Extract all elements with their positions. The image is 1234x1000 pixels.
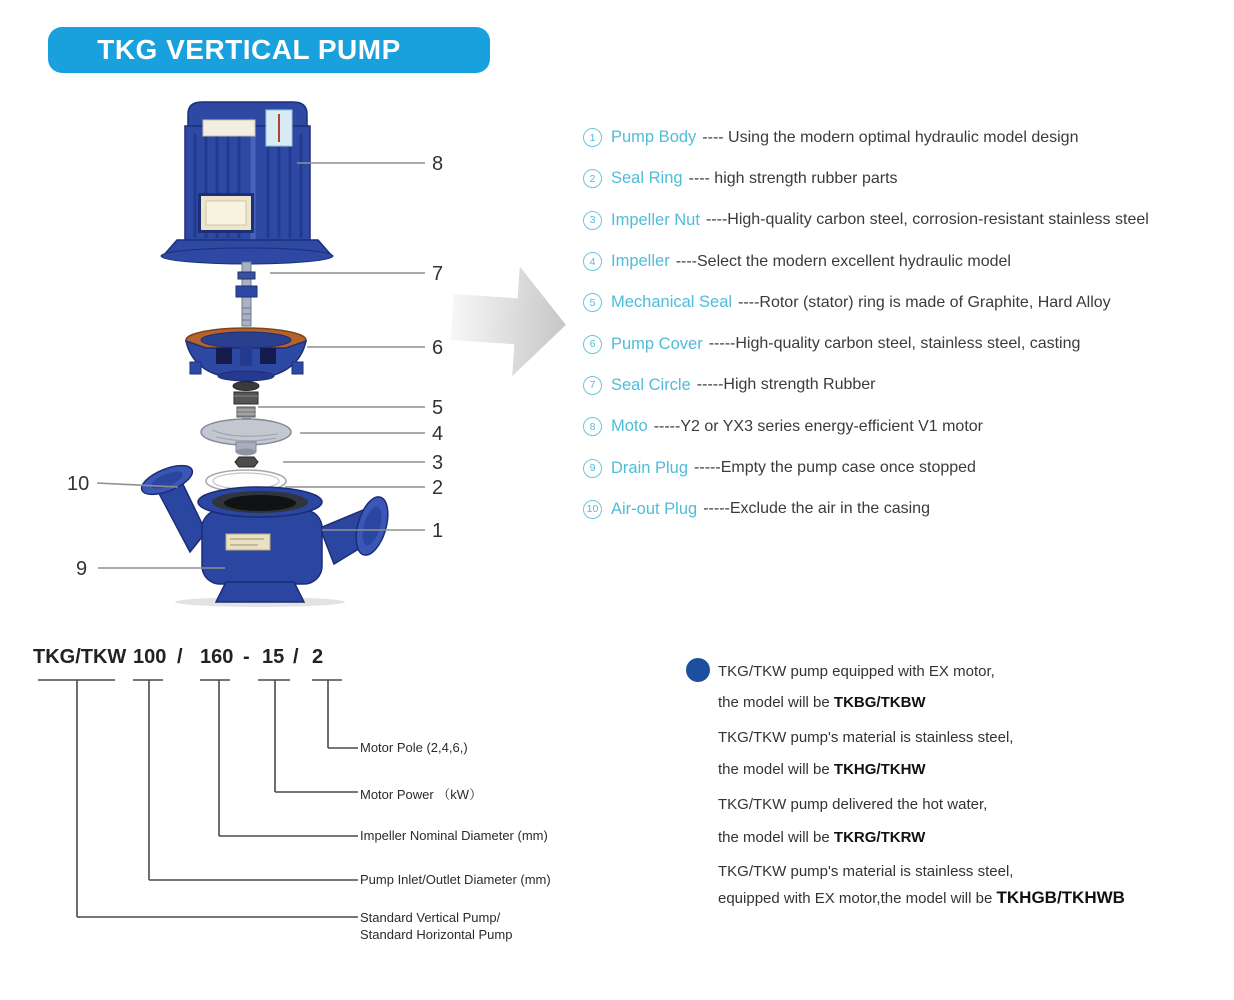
list-item (583, 406, 1231, 447)
list-item (583, 489, 1231, 530)
model-code-series: TKG/TKW (33, 646, 127, 668)
page-title: TKG VERTICAL PUMP (97, 34, 401, 65)
note-text: the model will be (718, 694, 834, 711)
list-item (583, 117, 1231, 158)
part-name: Drain Plug (611, 458, 689, 477)
list-item (583, 365, 1231, 406)
part-description: -----Y2 or YX3 series energy-efficient V1 motor (653, 417, 983, 435)
note-model: TKHG/TKHW (833, 761, 926, 778)
model-code-impeller: 160 (200, 646, 234, 668)
part-name: Impeller Nut (611, 210, 700, 229)
callout-6: 6 (432, 337, 444, 359)
callout-9: 9 (76, 558, 88, 580)
callout-8: 8 (432, 153, 444, 175)
note-model: TKBG/TKBW (833, 694, 926, 711)
model-code-slash2: / (293, 646, 299, 668)
callout-5: 5 (432, 397, 444, 419)
callout-10: 10 (67, 473, 90, 495)
label-pump-diameter: Pump Inlet/Outlet Diameter (mm) (360, 872, 551, 887)
part-name: Impeller (611, 252, 670, 271)
pump-cover-illustration (186, 328, 306, 381)
note-model: TKHGB/TKHWB (996, 888, 1125, 907)
callout-3: 3 (432, 452, 444, 474)
note-line (718, 761, 1218, 778)
label-motor-pole: Motor Pole (2,4,6,) (360, 740, 468, 755)
part-name: Air-out Plug (611, 499, 698, 518)
circled-number: 8 (583, 417, 602, 436)
note-line (718, 863, 1218, 880)
list-item (583, 241, 1231, 282)
model-code-pole: 2 (312, 646, 324, 668)
part-description: ----Select the modern excellent hydraulic model (675, 252, 1011, 270)
circled-number: 7 (583, 376, 602, 395)
callout-2: 2 (432, 477, 444, 499)
note-line (718, 888, 1218, 908)
list-item (583, 323, 1231, 364)
note-line (718, 729, 1218, 746)
arrow-right-icon (448, 254, 575, 388)
mechanical-seal-illustration (233, 382, 259, 423)
note-text: TKG/TKW pump's material is stainless steel, (718, 863, 1014, 880)
part-name: Seal Circle (611, 375, 691, 394)
part-name: Seal Ring (611, 169, 683, 188)
list-item (583, 282, 1231, 323)
label-pump-type (360, 909, 512, 943)
part-name: Moto (611, 417, 648, 436)
pump-body-illustration (138, 460, 394, 607)
circled-number: 9 (583, 459, 602, 478)
parts-list (583, 117, 1231, 530)
circled-number: 2 (583, 169, 602, 188)
bullet-circle-icon (686, 658, 710, 682)
note-model: TKRG/TKRW (833, 829, 926, 846)
label-motor-power: Motor Power （kW） (360, 787, 483, 802)
label-impeller-diameter: Impeller Nominal Diameter (mm) (360, 828, 548, 843)
circled-number: 5 (583, 293, 602, 312)
label-pump-type-line2: Standard Horizontal Pump (360, 927, 513, 942)
callout-4: 4 (432, 423, 444, 445)
note-line (718, 663, 1218, 680)
list-item (583, 447, 1231, 488)
note-text: equipped with EX motor,the model will be (718, 890, 997, 907)
part-description: ----High-quality carbon steel, corrosion-resistant stainless steel (705, 211, 1149, 229)
model-code-dash: - (243, 646, 250, 668)
note-text: TKG/TKW pump's material is stainless steel, (718, 729, 1014, 746)
note-text: the model will be (718, 761, 834, 778)
impeller-illustration (201, 419, 291, 456)
part-description: ----Rotor (stator) ring is made of Graphite, Hard Alloy (738, 293, 1111, 311)
impeller-nut-illustration (235, 457, 258, 467)
part-description: -----High strength Rubber (696, 376, 876, 394)
part-name: Pump Cover (611, 334, 703, 353)
part-description: -----High-quality carbon steel, stainless steel, casting (708, 335, 1081, 353)
circled-number: 6 (583, 335, 602, 354)
circled-number: 1 (583, 128, 602, 147)
part-name: Pump Body (611, 128, 697, 147)
callout-1: 1 (432, 520, 444, 542)
circled-number: 10 (583, 500, 602, 519)
part-name: Mechanical Seal (611, 293, 733, 312)
motor-illustration (161, 102, 333, 264)
model-code-tree (30, 670, 370, 950)
part-description: -----Empty the pump case once stopped (694, 459, 976, 477)
pump-exploded-diagram (20, 90, 480, 620)
part-description: ---- Using the modern optimal hydraulic model design (702, 128, 1079, 146)
note-text: the model will be (718, 829, 834, 846)
list-item (583, 200, 1231, 241)
model-code-slash: / (177, 646, 183, 668)
circled-number: 3 (583, 211, 602, 230)
part-description: -----Exclude the air in the casing (703, 500, 930, 518)
part-description: ---- high strength rubber parts (688, 169, 898, 187)
title-banner (48, 27, 490, 73)
note-line (718, 829, 1218, 846)
note-line (718, 796, 1218, 813)
model-code-inlet: 100 (133, 646, 167, 668)
pump-diagram-svg (20, 90, 480, 620)
label-pump-type-line1: Standard Vertical Pump/ (360, 910, 501, 925)
callout-7: 7 (432, 263, 444, 285)
shaft-illustration (236, 262, 257, 326)
circled-number: 4 (583, 252, 602, 271)
note-line (718, 694, 1218, 711)
model-code-power: 15 (262, 646, 285, 668)
note-text: TKG/TKW pump delivered the hot water, (718, 796, 988, 813)
list-item (583, 158, 1231, 199)
note-text: TKG/TKW pump equipped with EX motor, (718, 663, 995, 680)
